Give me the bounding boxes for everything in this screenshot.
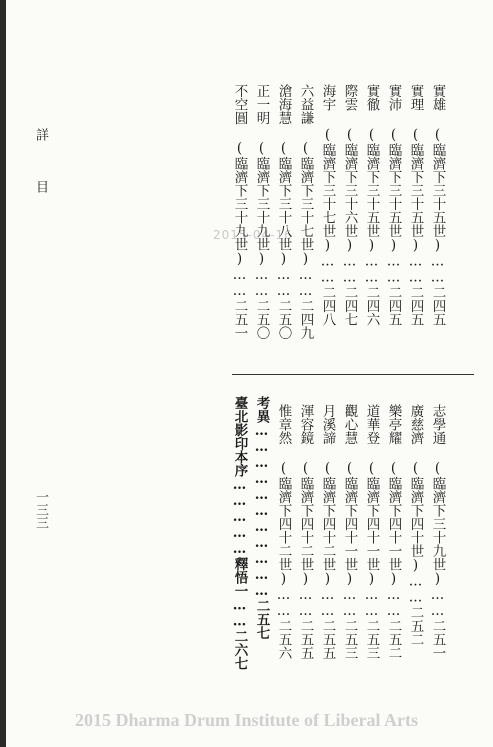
- toc-entry-appendix: 考異……………………………二五七: [253, 396, 270, 640]
- toc-entry: 滄海慧 (臨濟下三十八世)……二五〇: [275, 84, 292, 340]
- toc-entry: 廣慈濟 (臨濟下四十世)……二五二: [407, 404, 424, 646]
- toc-entry: 月溪諦 (臨濟下四十二世)……二五五: [319, 404, 336, 660]
- date-watermark: 2015-04-16: [213, 228, 293, 242]
- toc-entry: 六益謙 (臨濟下三十七世)……二四九: [297, 84, 314, 340]
- toc-entry: 觀心慧 (臨濟下四十一世)……二五三: [341, 404, 358, 660]
- toc-entry: 不空圓 (臨濟下三十九世)……二五一: [231, 84, 248, 340]
- toc-entry: 海宇 (臨濟下三十七世)……二四八: [319, 84, 336, 326]
- page-edge-shadow: [0, 0, 6, 747]
- toc-entry: 樂亭耀 (臨濟下四十一世)……二五二: [385, 404, 402, 660]
- toc-entry: 惟章然 (臨濟下四十二世)……二五六: [275, 404, 292, 660]
- side-label-detail: 詳: [33, 128, 48, 141]
- toc-entry: 志學通 (臨濟下三十九世)……二五一: [429, 404, 446, 660]
- page-number: 一三三: [33, 490, 48, 529]
- side-label-contents: 目: [33, 180, 48, 193]
- toc-entry: 實沛 (臨濟下三十五世)……二四五: [385, 84, 402, 326]
- section-divider: [232, 374, 474, 375]
- toc-entry: 實雄 (臨濟下三十五世)……二四五: [429, 84, 446, 326]
- toc-entry: 渾容鏡 (臨濟下四十二世)……二五五: [297, 404, 314, 660]
- footer-watermark: 2015 Dharma Drum Institute of Liberal Arts: [75, 710, 418, 730]
- toc-entry: 際雲 (臨濟下三十六世)……二四七: [341, 84, 358, 326]
- toc-entry: 實徹 (臨濟下三十五世)……二四六: [363, 84, 380, 326]
- toc-entry: 道華登 (臨濟下四十一世)……二五三: [363, 404, 380, 660]
- toc-entry-preface: 臺北影印本序……………釋悟一……二六七: [231, 396, 248, 670]
- toc-entry: 正一明 (臨濟下三十九世)……二五〇: [253, 84, 270, 340]
- toc-entry: 實理 (臨濟下三十五世)……二四五: [407, 84, 424, 326]
